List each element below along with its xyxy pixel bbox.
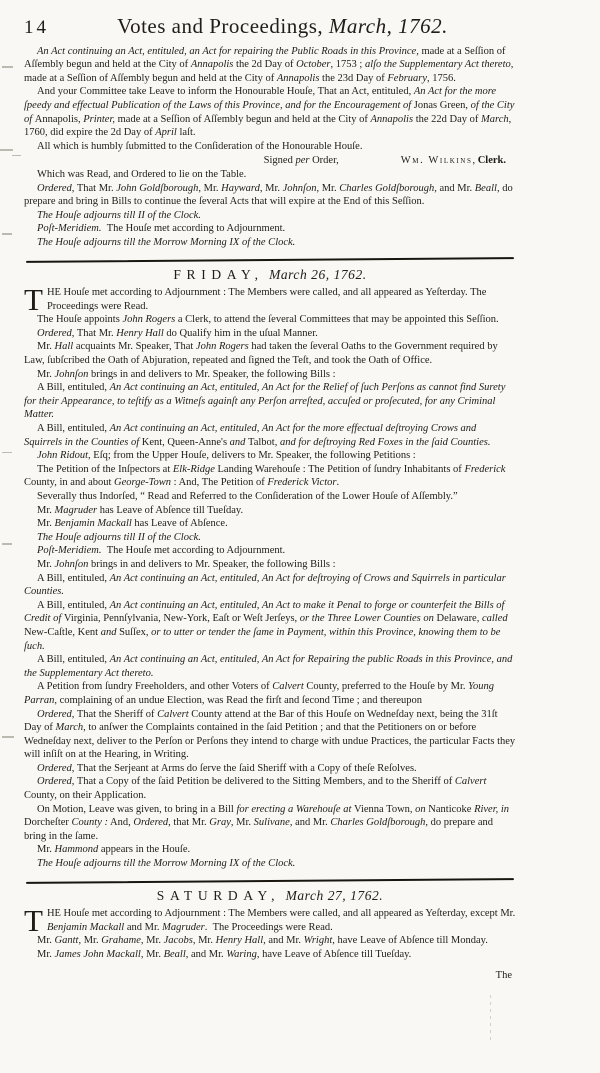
text-segment: Severally thus Indorſed, “ Read and Referred to the Conſideration of the Lower Houſe of Aſſembly.” — [37, 491, 458, 502]
text-segment: March — [55, 722, 84, 734]
text-segment: The Houſe appoints — [37, 314, 123, 326]
paragraph — [24, 85, 516, 139]
text-segment: has Leave of Abſence till Tueſday. — [99, 504, 244, 516]
text-segment: brings in and delivers to Mr. Speaker, the following Bills : — [90, 558, 336, 570]
text-segment: Ordered — [37, 327, 72, 339]
text-segment: Calvert — [157, 708, 192, 720]
text-segment: HE Houſe met according to Adjournment : The Members were called, and all appeared as Yeſterday. The Proceedings were Read. — [46, 287, 487, 312]
text-segment: An Act continuing an Act, entituled, An Act for the more effectual deſtroying Crows and Squirrels in the Counties of — [24, 423, 477, 448]
text-segment: Gantt — [54, 935, 79, 947]
text-segment: and Mr. — [126, 921, 163, 933]
text-segment: of the City of — [24, 99, 515, 125]
friday-heading — [24, 268, 516, 282]
text-segment: An Act for the more ſpeedy and effectual Publication of the Laws of this Province, and for the Encouragement of — [24, 86, 497, 111]
text-segment: Calvert — [272, 681, 307, 693]
text-segment: Annapolis, — [34, 113, 84, 125]
text-segment: acquaints Mr. Speaker, That — [75, 341, 196, 353]
paragraph — [24, 449, 516, 463]
text-segment: Benjamin Mackall — [46, 921, 127, 933]
text-segment: do Qualify him in the uſual Manner. — [166, 327, 318, 339]
text-segment: County, on their Application. — [24, 790, 147, 802]
text-segment: , complaining of an undue Election, was Read the firſt and ſecond Time ; and thereupon — [54, 694, 423, 706]
text-segment: made at a Seſſion of Aſſembly begun and held at the City of — [24, 72, 277, 84]
text-segment: James John Mackall — [54, 949, 141, 960]
text-segment: The Petition of the Inſpectors at — [37, 463, 173, 475]
paragraph — [24, 222, 516, 236]
text-segment: Mr. — [37, 341, 55, 353]
paragraph — [24, 282, 516, 318]
text-segment: , and Mr. — [185, 949, 227, 960]
text-segment: . — [336, 477, 340, 489]
text-segment: , do prepare and bring in the ſame. — [24, 817, 493, 842]
text-segment: Virginia, Pennſylvania, New-York, Eaſt or Weſt Jerſeys, — [63, 613, 300, 625]
text-segment: , do prepare and bring in Bills to continue the ſeveral Acts that will expire at the End of this Seſſion. — [24, 182, 513, 208]
paragraph — [24, 544, 516, 558]
text-segment: Henry Hall — [215, 935, 264, 947]
text-segment: A Petition from ſundry Freeholders, and other Voters of — [37, 681, 273, 693]
paragraph — [24, 182, 516, 209]
text-segment: The Houſe adjourns till the Morrow Morning IX of the Clock. — [37, 236, 296, 248]
catchword: The — [495, 969, 512, 981]
paragraph — [24, 653, 516, 680]
text-segment: Charles Goldſborough — [330, 817, 426, 829]
paragraph — [24, 209, 516, 223]
text-segment: The Houſe adjourns till II of the Clock. — [37, 531, 201, 543]
paragraph — [24, 463, 516, 490]
text-segment: Elk-Ridge — [172, 463, 218, 475]
text-segment: Order, — [309, 155, 339, 167]
text-segment: , and Mr. — [289, 817, 331, 829]
text-segment: Mr. — [37, 558, 55, 570]
paragraph — [24, 422, 516, 449]
text-segment: Johnſon — [54, 368, 91, 380]
text-segment: , and Mr. — [434, 182, 475, 194]
text-segment: A Bill, entituled, — [37, 654, 110, 666]
text-segment: , — [472, 155, 478, 167]
section-divider — [26, 878, 514, 884]
text-segment: Mr. — [37, 844, 55, 856]
text-segment: An Act continuing an Act, entituled, an Act for repairing the Public Roads in this Province, — [37, 45, 422, 57]
paragraph — [24, 140, 516, 154]
text-segment: Calvert — [454, 776, 487, 788]
text-segment: Benjamin Mackall — [54, 518, 135, 530]
text-segment: October — [296, 59, 331, 71]
paragraph — [24, 504, 516, 518]
friday-heading-day: FRIDAY, — [173, 266, 264, 282]
text-segment: Johnſon — [282, 182, 317, 194]
text-segment: Signed — [263, 155, 296, 167]
text-segment: County, preferred to the Houſe by Mr. — [306, 681, 469, 693]
text-segment: Mr. — [37, 935, 55, 947]
text-segment: Mr. — [37, 518, 55, 530]
text-segment: A Bill, entituled, — [37, 382, 110, 394]
text-segment: Delaware, — [436, 613, 482, 625]
paragraph — [24, 857, 516, 871]
text-segment: Suſſex, — [119, 626, 152, 638]
section-march25 — [24, 45, 516, 250]
text-segment: Clerk. — [477, 155, 506, 167]
paragraph — [24, 531, 516, 545]
text-segment: Nanticoke — [428, 803, 475, 815]
text-segment: All which is humbly ſubmitted to the Conſideration of the Honourable Houſe. — [37, 140, 363, 152]
text-segment: County : — [71, 817, 108, 829]
text-segment: County, in and about — [24, 477, 115, 489]
text-segment: A Bill, entituled, — [37, 572, 110, 584]
text-segment: has Leave of Abſence. — [134, 518, 228, 530]
friday-heading-date: March 26, 1762. — [269, 266, 367, 282]
drop-cap: T — [24, 903, 43, 939]
text-segment: Beall — [474, 182, 497, 194]
text-segment: had taken the ſeveral Oaths to the Government required by Law, ſubſcribed the Oath of Abjuration, repeated and ſigned the Teſt, and took the Oath of Office. — [24, 341, 498, 367]
paragraph — [24, 843, 516, 857]
text-segment: Vienna Town, — [354, 803, 416, 815]
paragraph — [24, 490, 516, 504]
text-segment: Hayward — [221, 182, 260, 194]
paragraph — [24, 381, 516, 422]
text-segment: John Goldſborough — [116, 182, 199, 194]
scan-artifact — [490, 995, 491, 1041]
text-segment: . The Proceedings were Read. — [204, 921, 333, 933]
paragraph — [24, 680, 516, 707]
text-segment: On Motion, Leave was given, to bring in a Bill — [37, 803, 237, 815]
text-segment: per — [295, 155, 310, 167]
text-segment: , Eſq; from the Upper Houſe, delivers to Mr. Speaker, the following Petitions : — [88, 450, 416, 462]
drop-cap: T — [24, 282, 43, 318]
text-segment: , That the Sheriff of — [71, 708, 158, 720]
text-segment: Mr. — [37, 368, 55, 380]
text-segment: Jonas Green, — [413, 99, 471, 111]
saturday-heading — [24, 889, 516, 903]
text-segment: , That Mr. — [71, 182, 117, 194]
text-segment: and for deſtroying Red Foxes in the ſaid Counties. — [279, 436, 491, 448]
text-segment: Kent, Queen-Anne's — [141, 436, 230, 448]
paragraph — [24, 803, 516, 844]
page-title — [49, 14, 516, 38]
text-segment: Ordered — [37, 182, 72, 194]
text-segment: , that Mr. — [168, 817, 210, 829]
page-title-date: March, 1762. — [328, 14, 448, 38]
text-segment: March — [481, 113, 509, 125]
text-segment: A Bill, entituled, — [37, 599, 110, 611]
text-segment: Henry Hall — [116, 327, 167, 339]
scan-artifact — [2, 233, 12, 235]
text-segment: the 23d Day of — [322, 72, 388, 84]
text-segment: County attend at the Bar of this Houſe on Wedneſday next, being the 31ſt Day of — [24, 708, 498, 734]
text-segment: Poſt-Meridiem. — [37, 545, 102, 557]
text-segment: And your Committee take Leave to inform the Honourable Houſe, That an Act, entituled, — [37, 86, 414, 98]
text-segment: Dorcheſter — [24, 817, 72, 829]
text-segment: Annapolis — [276, 72, 323, 84]
text-segment: and — [229, 436, 249, 448]
text-segment: , have Leave of Abſence till Monday. — [332, 935, 488, 947]
text-segment: , and Mr. — [263, 935, 304, 947]
paragraph — [24, 762, 516, 776]
text-segment: An Act continuing an Act, entituled, An Act for Repairing the public Roads in this Province, and the Supplementary Act thereto. — [24, 654, 513, 679]
paragraph — [24, 154, 516, 168]
text-segment: Which was Read, and Ordered to lie on the Table. — [37, 168, 247, 180]
text-segment: Gray — [209, 817, 231, 829]
paragraph — [24, 572, 516, 599]
scan-artifact — [2, 66, 13, 68]
paragraph — [24, 517, 516, 531]
text-segment: April — [155, 127, 180, 139]
text-segment: for erecting a Warehouſe at — [236, 803, 355, 815]
section-march25-body — [24, 45, 516, 250]
text-segment: The Houſe adjourns till the Morrow Morning IX of the Clock. — [37, 858, 296, 870]
text-segment: , Mr. — [78, 935, 102, 947]
text-segment: Ordered — [37, 762, 72, 774]
text-segment: , That Mr. — [71, 327, 117, 339]
text-segment: John Rogers — [195, 341, 252, 353]
paragraph — [24, 340, 516, 367]
section-saturday-body — [24, 903, 516, 961]
text-segment: Talbot, — [248, 436, 280, 448]
text-segment: , to anſwer the Complaints contained in the ſaid Petition ; and that the Petitioners on or before Wedneſday next, deliver to the Perſon or Perſons they intend to charge with undue Practices, the particular Facts they will inſiſt on at the Hearing, in Writing. — [24, 722, 516, 761]
text-segment: Wright — [303, 935, 333, 947]
text-segment: Annapolis — [190, 59, 237, 71]
text-segment: River, in — [474, 803, 510, 815]
text-segment: Frederick — [464, 463, 506, 475]
text-segment: And, — [107, 817, 134, 829]
text-segment: the 22d Day of — [415, 113, 482, 125]
text-segment: Charles Goldſborough — [339, 182, 435, 194]
text-segment: and — [100, 626, 120, 638]
paragraph — [24, 313, 516, 327]
text-segment: Frederick Victor — [267, 477, 337, 489]
text-segment: or the Three Lower Counties on — [299, 613, 437, 625]
text-segment: , 1753 ; — [330, 59, 365, 71]
text-segment: alſo the Supplementary Act thereto, — [364, 59, 514, 71]
paragraph — [24, 903, 516, 939]
text-segment: the 2d Day of — [236, 59, 297, 71]
text-segment: Hall — [54, 341, 76, 353]
text-segment: Waring — [226, 949, 257, 960]
text-segment: The Houſe met according to Adjournment. — [101, 223, 286, 235]
text-segment: Printer, — [83, 113, 118, 125]
text-segment: An Act continuing an Act, entituled, An Act to make it Penal to forge or counterfeit the Bills of Credit of — [24, 599, 505, 625]
text-segment: Hammond — [54, 844, 101, 856]
text-segment: a Clerk, to attend the ſeveral Committees that may be appointed this Seſſion. — [177, 314, 499, 326]
text-segment: George-Town — [114, 477, 174, 489]
text-segment: laſt. — [179, 127, 196, 139]
text-segment: made at a Seſſion of Aſſembly begun and held at the City of — [24, 45, 506, 71]
text-segment: Magruder — [54, 504, 100, 516]
section-friday — [24, 268, 516, 871]
text-segment: The Houſe adjourns till II of the Clock. — [37, 209, 201, 221]
scan-artifact — [0, 149, 13, 151]
text-segment: , Mr. — [140, 935, 164, 947]
section-saturday — [24, 889, 516, 983]
text-segment: , Mr. — [316, 182, 340, 194]
text-segment: Wm. Wilkins — [400, 155, 473, 167]
scan-artifact — [2, 543, 12, 545]
text-segment: A Bill, entituled, — [37, 423, 110, 435]
scan-artifact — [2, 452, 12, 453]
text-segment: The Houſe met according to Adjournment. — [101, 545, 286, 557]
paragraph — [24, 775, 516, 802]
paragraph — [24, 168, 516, 182]
page-number: 14 — [24, 17, 49, 38]
text-segment: Ordered — [133, 817, 169, 829]
text-segment: , That a Copy of the ſaid Petition be delivered to the Sitting Members, and to the Sheriff of — [71, 776, 455, 788]
text-segment: Young Parran — [24, 681, 495, 706]
paragraph — [24, 45, 516, 86]
text-segment: : And, The Petition of — [173, 477, 268, 489]
text-segment: , That the Serjeant at Arms do ſerve the ſaid Sheriff with a Copy of theſe Reſolves. — [71, 762, 417, 774]
text-segment: on — [415, 803, 429, 815]
saturday-heading-date: March 27, 1762. — [285, 887, 384, 903]
text-segment: , Mr. — [192, 935, 216, 947]
saturday-heading-day: SATURDAY, — [156, 887, 281, 903]
scan-artifact — [2, 736, 14, 738]
paragraph — [24, 948, 516, 962]
text-segment: or to utter or tender the ſame in Payment, within this Province, knowing them to be ſuch. — [24, 626, 501, 652]
text-segment: An Act continuing an Act, entituled, An Act for deſtroying of Crows and Squirrels in particular Counties. — [24, 572, 506, 598]
text-segment: HE Houſe met according to Adjournment : The Members were called, and all appeared as Yeſterday, except Mr. — [46, 908, 516, 920]
paragraph — [24, 558, 516, 572]
text-segment: , Mr. — [259, 182, 283, 194]
text-segment: Annapolis — [370, 113, 416, 125]
text-segment: made at a Seſſion of Aſſembly begun and held at the City of — [117, 113, 371, 125]
text-segment: , Mr. — [230, 817, 254, 829]
scan-artifact — [12, 155, 21, 156]
section-divider — [26, 257, 514, 263]
paragraph — [24, 327, 516, 341]
text-segment: , 1760, did expire the 2d Day of — [24, 113, 512, 139]
text-segment: Sulivane — [253, 817, 290, 829]
text-segment: Landing Warehouſe : The Petition of ſundry Inhabitants of — [217, 463, 465, 475]
text-segment: Mr. — [37, 504, 55, 516]
paragraph — [24, 934, 516, 948]
section-friday-body — [24, 282, 516, 871]
paragraph — [24, 368, 516, 382]
paragraph — [24, 236, 516, 250]
text-segment: brings in and delivers to Mr. Speaker, the following Bills : — [90, 368, 336, 380]
text-segment: , have Leave of Abſence till Tueſday. — [256, 949, 412, 960]
text-segment: Mr. — [37, 949, 55, 960]
text-segment: Grahame — [101, 935, 141, 947]
text-segment: Johnſon — [54, 558, 91, 570]
text-segment: An Act continuing an Act, entituled, An Act for the Relief of ſuch Perſons as cannot find Surety for their Appearance, to teſtify as a Witneſs againſt any Perſon arreſted, accuſed or proſecuted, for any Criminal Matter. — [24, 382, 506, 421]
text-segment: New-Caſtle, Kent — [24, 626, 101, 638]
text-segment: Jacobs — [163, 935, 193, 947]
text-segment: Ordered — [37, 776, 72, 788]
text-segment: , 1756. — [427, 72, 456, 84]
text-segment: called — [481, 613, 508, 625]
text-segment: Poſt-Meridiem. — [37, 223, 102, 235]
text-segment: February — [387, 72, 428, 84]
paragraph — [24, 599, 516, 653]
text-segment: John Ridout — [37, 450, 89, 462]
masthead — [24, 14, 516, 38]
text-segment: John Rogers — [122, 314, 178, 326]
text-segment: Beall — [163, 949, 186, 960]
text-segment: , Mr. — [198, 182, 222, 194]
paragraph — [24, 708, 516, 762]
text-segment: appears in the Houſe. — [100, 844, 191, 856]
text-segment: Ordered — [37, 708, 72, 720]
text-segment: Magruder — [162, 921, 205, 933]
text-segment: , Mr. — [140, 949, 164, 960]
page-title-main: Votes and Proceedings, — [117, 14, 324, 38]
